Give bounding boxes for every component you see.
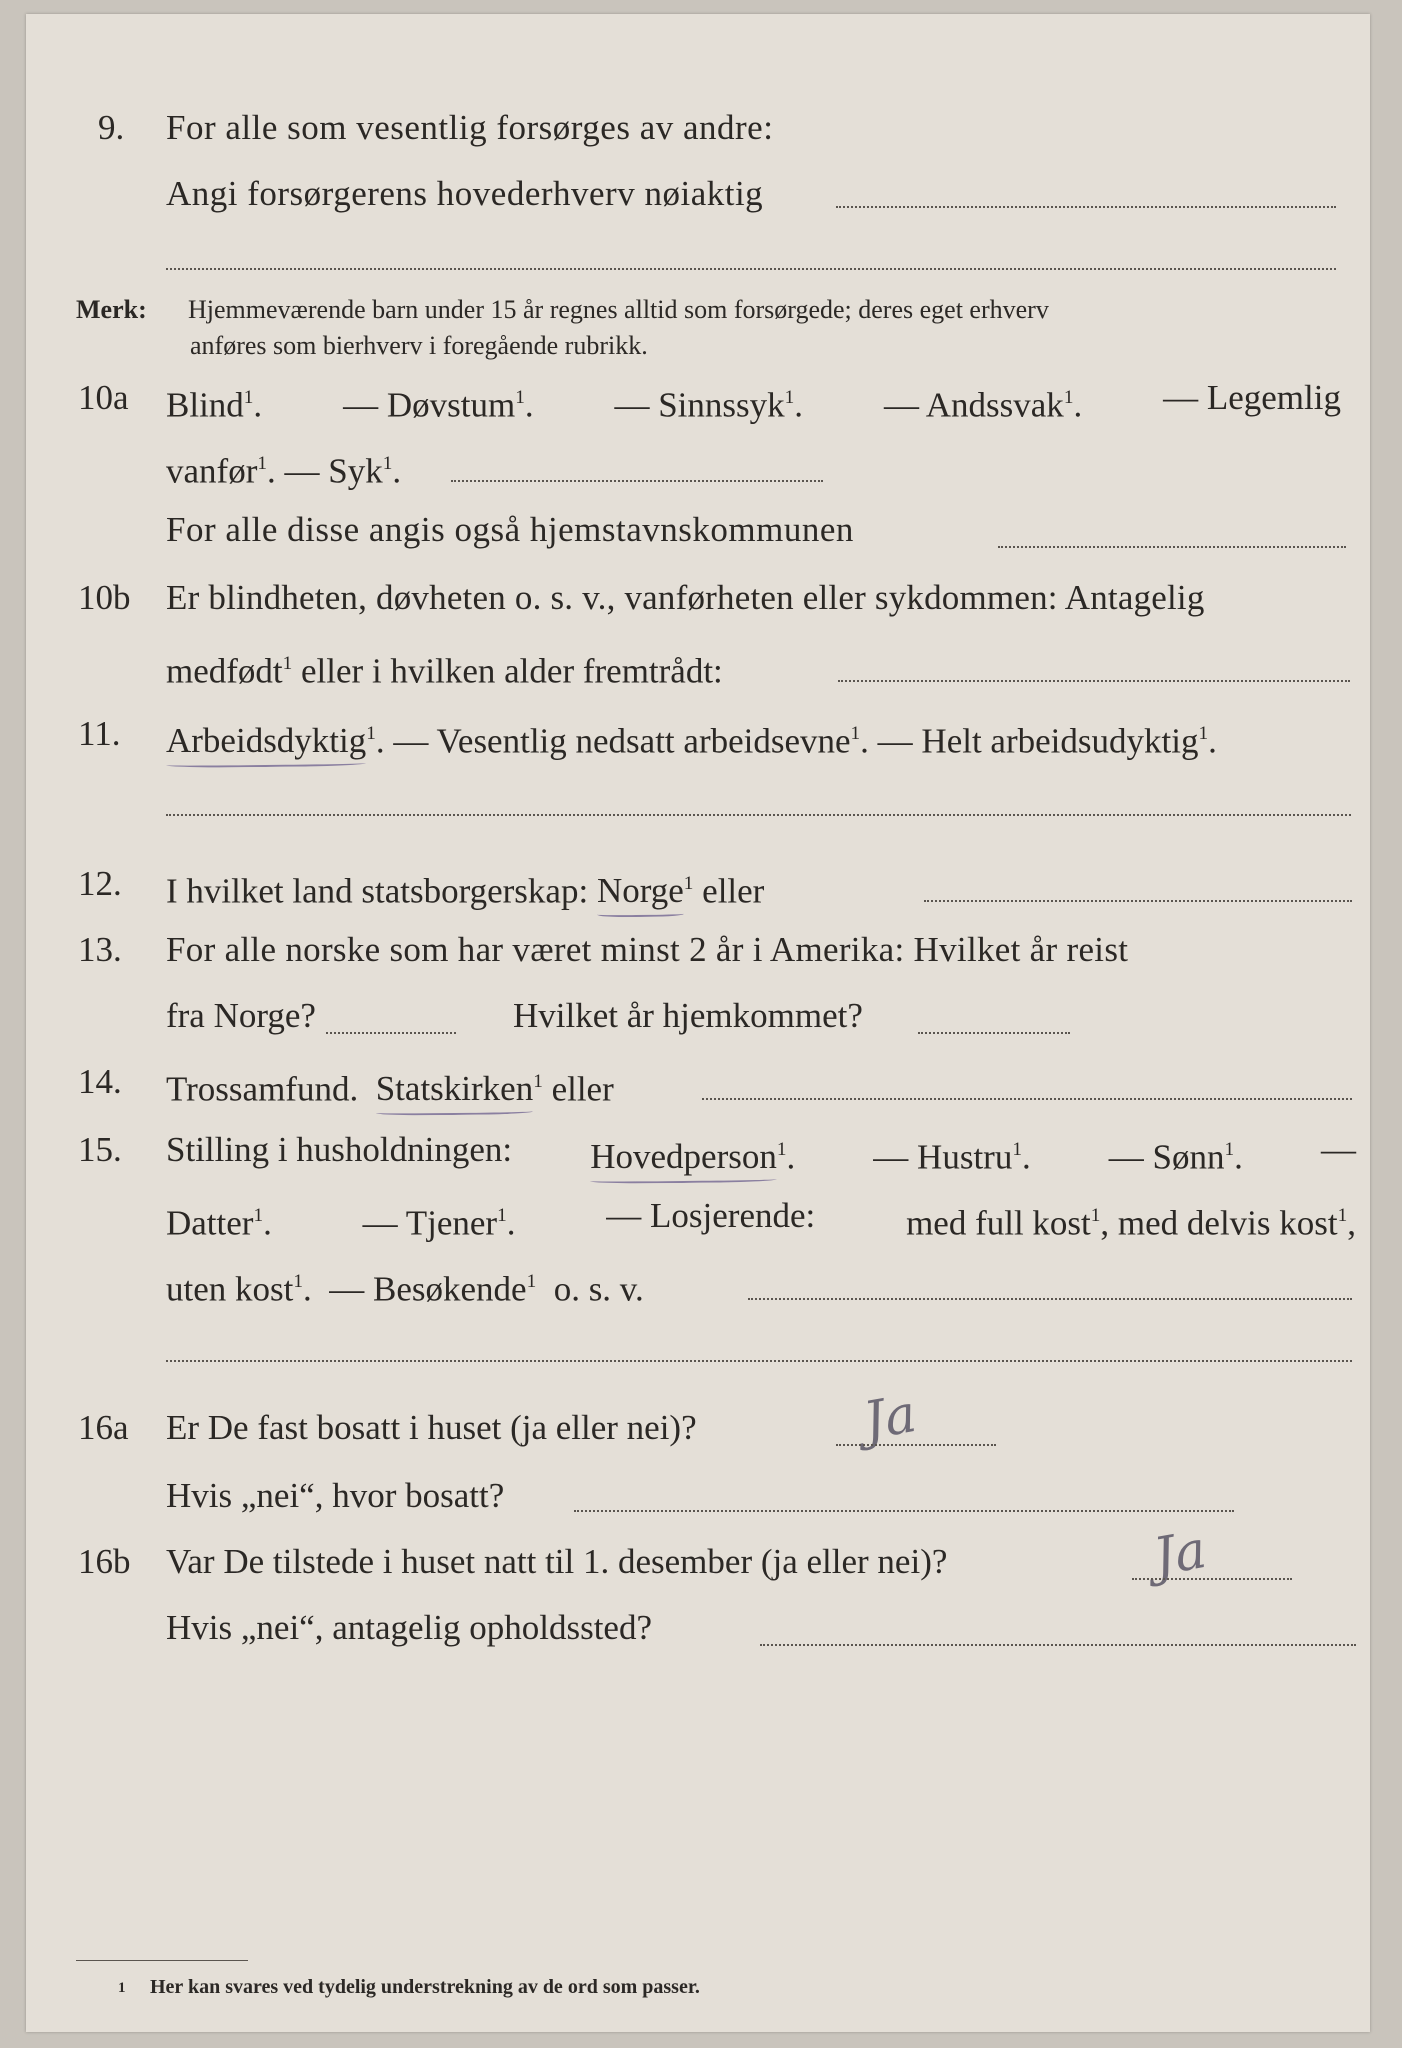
q10a-sinnssyk[interactable]: — Sinnssyk <box>614 385 785 425</box>
q15-sonn[interactable]: — Sønn <box>1108 1137 1225 1177</box>
q12-number: 12. <box>78 864 122 903</box>
q14-field[interactable] <box>702 1098 1352 1100</box>
q16a-field[interactable] <box>836 1444 996 1446</box>
q10a-andssvak[interactable]: — Andssvak <box>883 385 1064 425</box>
q10a-syk-field[interactable] <box>451 480 823 482</box>
q16a-bosatt-field[interactable] <box>574 1510 1234 1512</box>
q16b-opholdssted-field[interactable] <box>760 1644 1356 1646</box>
q11-number: 11. <box>78 714 121 753</box>
sup: 1 <box>257 453 267 474</box>
q13-reist-field[interactable] <box>326 1032 456 1034</box>
q9-answer-field[interactable] <box>836 206 1336 208</box>
q12-norge[interactable]: Norge <box>597 869 684 913</box>
q15-hustru[interactable]: — Hustru <box>873 1137 1013 1177</box>
q10a-line3: For alle disse angis også hjemstavnskommunen <box>166 510 854 549</box>
q16b-number: 16b <box>78 1542 131 1581</box>
q10b-medfodt[interactable]: medfødt <box>166 651 283 691</box>
sup: 1 <box>1090 1205 1101 1226</box>
q10a-hjemstavn-field[interactable] <box>998 546 1346 548</box>
q13-number: 13. <box>78 930 122 969</box>
q10a-legemlig[interactable]: — Legemlig <box>1163 378 1341 417</box>
q10b-line2 <box>166 642 723 693</box>
q15-field-2[interactable] <box>166 1360 1352 1362</box>
footnote-marker: 1 <box>118 1980 126 1996</box>
sup: 1 <box>1012 1139 1022 1160</box>
q13-line2b: Hvilket år hjemkommet? <box>513 996 863 1035</box>
sup: 1 <box>515 387 525 408</box>
q15-line1: Stilling i husholdningen: Hovedperson$^1$. — Hustru$^1$. — Sønn$^1$. — <box>166 1128 1356 1179</box>
sup: 1 <box>382 453 393 474</box>
q15-line3: uten kost$^1$. — Besøkende$^1$ o. s. v. <box>166 1269 644 1309</box>
q15-full-kost[interactable]: med full kost <box>906 1203 1091 1243</box>
q10b-alder-field[interactable] <box>838 680 1350 682</box>
q14-eller: eller <box>551 1069 614 1109</box>
q15-field[interactable] <box>748 1298 1352 1300</box>
sup: 1 <box>776 1139 787 1160</box>
sup: 1 <box>366 723 376 744</box>
q12-field[interactable] <box>924 900 1352 902</box>
footnote-text: Her kan svares ved tydelig understrekning av de ord som passer. <box>150 1976 700 1998</box>
q9-answer-field-2[interactable] <box>166 268 1336 270</box>
sup: 1 <box>533 1071 543 1092</box>
q10a-line2: vanfør$^1$. — Syk$^1$. <box>166 451 402 491</box>
q9-line2: Angi forsørgerens hovederhverv nøiaktig <box>166 174 764 213</box>
q15-delvis-kost[interactable]: , med delvis kost <box>1100 1203 1338 1243</box>
q12-line <box>166 862 764 913</box>
merk-line2: anføres som bierhverv i foregående rubrikk. <box>190 331 648 360</box>
q16a-handwritten-answer: Ja <box>859 1383 921 1453</box>
q16b-handwritten-answer: Ja <box>1149 1519 1211 1589</box>
q14-number: 14. <box>78 1062 122 1101</box>
sup: 1 <box>1198 723 1209 744</box>
sup: 1 <box>784 387 795 408</box>
q15-dash: — <box>1320 1130 1356 1169</box>
q14-label: Trossamfund. <box>166 1069 359 1109</box>
q10b-number: 10b <box>78 578 131 617</box>
q10a-vanfor[interactable]: vanfør <box>166 451 258 491</box>
q15-number: 15. <box>78 1130 122 1169</box>
q16b-line1: Var De tilstede i huset natt til 1. desember (ja eller nei)? <box>166 1542 948 1581</box>
sup: 1 <box>1224 1139 1235 1160</box>
q15-datter[interactable]: Datter <box>166 1203 254 1243</box>
q10a-number: 10a <box>78 378 129 417</box>
footnote-rule <box>76 1960 248 1961</box>
sup: 1 <box>497 1205 507 1226</box>
q10a-syk[interactable]: — Syk <box>284 451 383 491</box>
q10a-line1: Blind$^1$. — Døvstum$^1$. — Sinnssyk$^1$. — Andssvak$^1$. — Legemlig <box>166 376 1341 427</box>
q13-line1: For alle norske som har været minst 2 år i Amerika: Hvilket år reist <box>166 930 1129 969</box>
q11-arbeidsdyktig[interactable]: Arbeidsdyktig <box>166 719 366 763</box>
q12-eller: eller <box>702 871 765 911</box>
q15-hovedperson[interactable]: Hovedperson <box>590 1135 777 1179</box>
q12-label: I hvilket land statsborgerskap: <box>166 871 589 911</box>
q9-line1: For alle som vesentlig forsørges av andre: <box>166 108 774 147</box>
sup: 1 <box>282 653 293 674</box>
sup: 1 <box>683 873 694 894</box>
sup: 1 <box>1337 1205 1348 1226</box>
q15-line2: Datter$^1$. — Tjener$^1$. — Losjerende: med full kost$^1$, med delvis kost$^1$, <box>166 1194 1356 1245</box>
q16b-line2: Hvis „nei“, antagelig opholdssted? <box>166 1608 652 1647</box>
q10a-blind[interactable]: Blind <box>166 385 244 425</box>
q16a-line2: Hvis „nei“, hvor bosatt? <box>166 1476 505 1515</box>
merk-label: Merk: <box>76 295 147 324</box>
q11-line: Arbeidsdyktig$^1$. — Vesentlig nedsatt arbeidsevne$^1$. — Helt arbeidsudyktig$^1$. <box>166 712 1217 763</box>
q13-line2a: fra Norge? <box>166 996 316 1035</box>
sup: 1 <box>526 1271 537 1292</box>
q16a-line1: Er De fast bosatt i huset (ja eller nei)? <box>166 1408 697 1447</box>
q16a-number: 16a <box>78 1408 129 1447</box>
q10a-dovstum[interactable]: — Døvstum <box>343 385 516 425</box>
q15-label: Stilling i husholdningen: <box>166 1130 513 1169</box>
q13-hjemkommet-field[interactable] <box>918 1032 1070 1034</box>
q15-tjener[interactable]: — Tjener <box>362 1203 498 1243</box>
q11-udyktig[interactable]: — Helt arbeidsudyktig <box>877 721 1199 761</box>
q15-osv: o. s. v. <box>553 1269 644 1309</box>
q15-losjerende: — Losjerende: <box>606 1196 816 1235</box>
q15-besokende[interactable]: — Besøkende <box>329 1269 527 1309</box>
sup: 1 <box>243 387 254 408</box>
q9-number: 9. <box>98 108 125 147</box>
q11-field[interactable] <box>166 814 1351 816</box>
q16b-field[interactable] <box>1132 1578 1292 1580</box>
q15-uten-kost[interactable]: uten kost <box>166 1269 294 1309</box>
census-form-page <box>26 14 1370 2032</box>
sup: 1 <box>293 1271 303 1292</box>
sup: 1 <box>1063 387 1074 408</box>
q14-line <box>166 1060 614 1111</box>
q10b-line1: Er blindheten, døvheten o. s. v., vanførheten eller sykdommen: Antagelig <box>166 578 1205 617</box>
q15-comma: , <box>1347 1203 1356 1243</box>
sup: 1 <box>850 723 861 744</box>
q11-nedsatt[interactable]: — Vesentlig nedsatt arbeidsevne <box>393 721 851 761</box>
sup: 1 <box>253 1205 264 1226</box>
q10b-alder-label: eller i hvilken alder fremtrådt: <box>301 651 723 691</box>
q14-statskirken[interactable]: Statskirken <box>376 1067 533 1111</box>
merk-line1: Hjemmeværende barn under 15 år regnes alltid som forsørgede; deres eget erhverv <box>188 295 1049 324</box>
